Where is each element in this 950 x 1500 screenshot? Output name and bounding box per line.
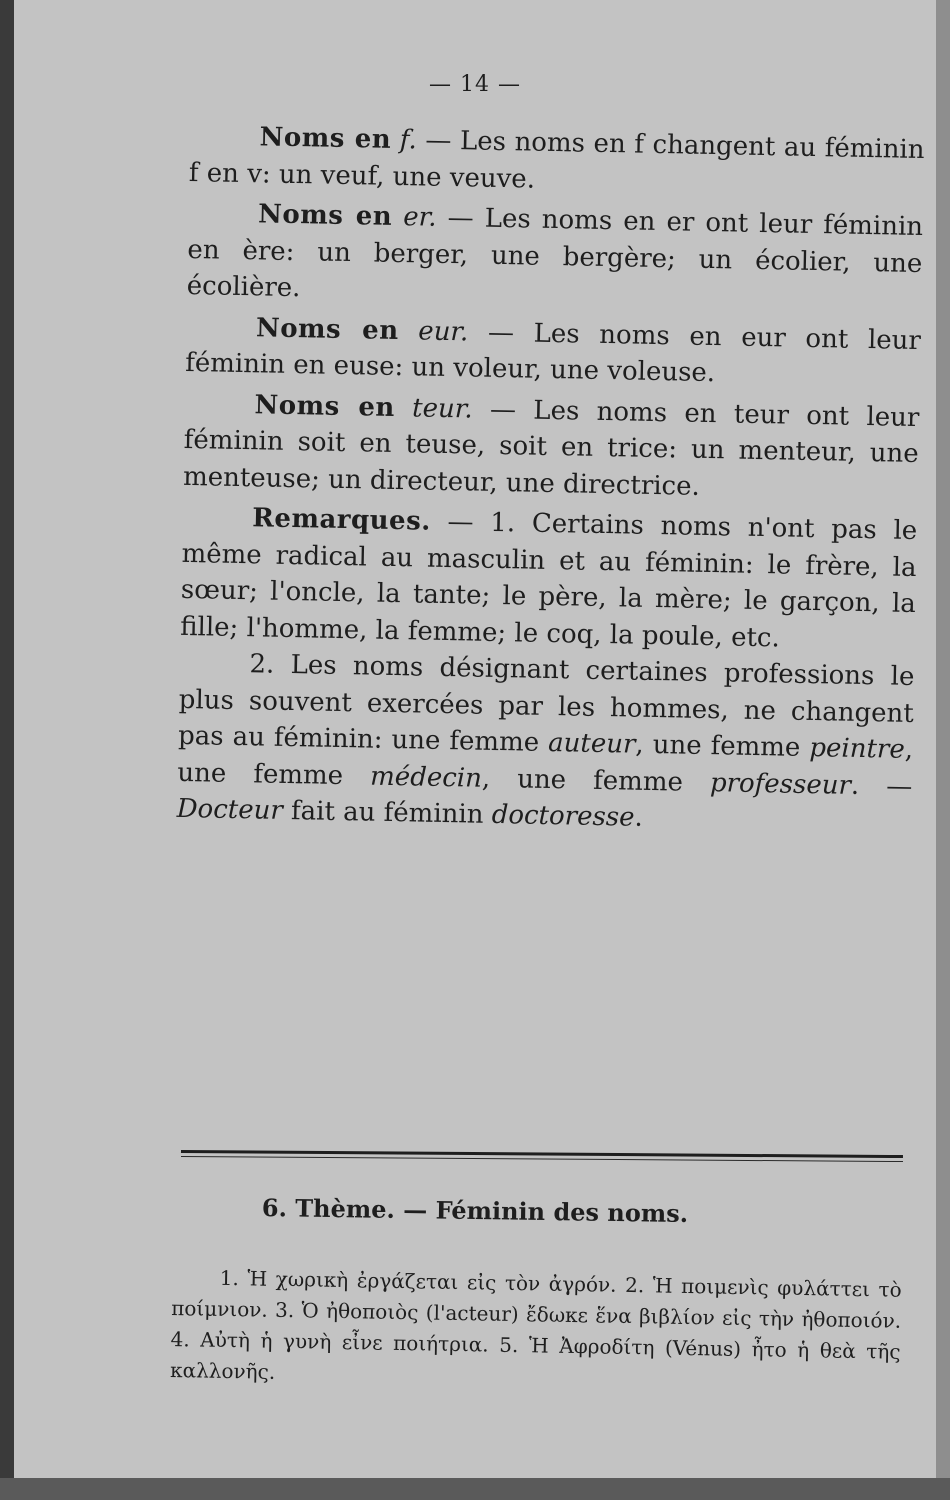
example-term: Docteur — [176, 793, 284, 826]
rule-body: — Les noms en er ont leur féminin en ère: un berger, une bergère; un écolier, une écolière. — [186, 202, 924, 304]
paragraph-teur — [183, 385, 920, 509]
rule-body: — Les noms en teur ont leur féminin soit en teuse, soit en trice: un menteur, une menteuse; un directeur, une directrice. — [182, 393, 920, 502]
remarque-text: , une femme — [481, 763, 711, 798]
rule-body: — Les noms en f changent au féminin f en v: un veuf, une veuve. — [188, 125, 925, 195]
paragraph-f — [189, 118, 925, 205]
exercise-body: 1. Ἡ χωρικὴ ἐργάζεται εἰς τὸν ἀγρόν. 2. Ἡ ποιμενὶς φυλάττει τὸ ποίμνιον. 3. Ὁ ἠθοποιὸς (l'acteur) ἔδωκε ἕνα βιβλίον εἰς τὴν ἠθοποιόν. 4. Αὐτὴ ἡ γυνὴ εἶνε ποιήτρια. 5. Ἡ Ἀφροδίτη (Vénus) ἦτο ἡ θεὰ τῆς καλλονῆς. — [169, 1265, 902, 1384]
example-term: professeur — [709, 767, 852, 801]
exercise-title: 6. Thème. — Féminin des noms. — [261, 1193, 689, 1228]
paragraph-er — [186, 195, 923, 319]
paragraph-remarques — [180, 499, 918, 659]
page-number: — 14 — — [429, 72, 521, 97]
rule-heading: Noms en — [259, 122, 392, 155]
remarque-text: , une femme — [177, 734, 914, 792]
rule-term: eur. — [418, 315, 469, 347]
grammar-text — [176, 118, 924, 841]
paragraph-remarque-2 — [176, 645, 914, 842]
remarque-text: 2. Les noms désignant certaines professions le plus souvent exercées par les hommes, ne changent pas au féminin: une femme — [177, 649, 915, 758]
rule-term: er. — [403, 202, 437, 233]
scan-right-edge — [936, 0, 950, 1500]
remarque-text: . — [634, 802, 644, 833]
exercise-text — [170, 1262, 902, 1399]
remarque-text: . — — [850, 770, 913, 802]
book-page — [14, 0, 936, 1478]
example-term: doctoresse — [491, 799, 635, 833]
rule-heading: Noms en — [257, 199, 393, 232]
remarque-text: fait au féminin — [282, 795, 493, 830]
scan-bottom-edge — [0, 1478, 950, 1500]
remarque-text: , une femme — [635, 729, 810, 764]
rule-heading: Noms en — [254, 389, 396, 423]
scan-left-edge — [0, 0, 14, 1500]
rule-term: f. — [399, 125, 418, 156]
rule-body: — Les noms en eur ont leur féminin en euse: un voleur, une voleuse. — [185, 316, 922, 389]
remarques-body: — 1. Certains noms n'ont pas le même radical au masculin et au féminin: le frère, la sœur; l'oncle, la tante; le père, la mère; le garçon, la fille; l'homme, la femme; le coq, la poule, etc. — [179, 506, 918, 653]
rule-term: teur. — [411, 392, 473, 424]
remarques-heading: Remarques. — [252, 503, 432, 537]
rule-heading: Noms en — [255, 312, 399, 346]
example-term: peintre — [809, 733, 906, 765]
example-term: auteur — [547, 727, 636, 760]
paragraph-eur — [185, 308, 921, 395]
example-term: médecin — [369, 761, 483, 794]
